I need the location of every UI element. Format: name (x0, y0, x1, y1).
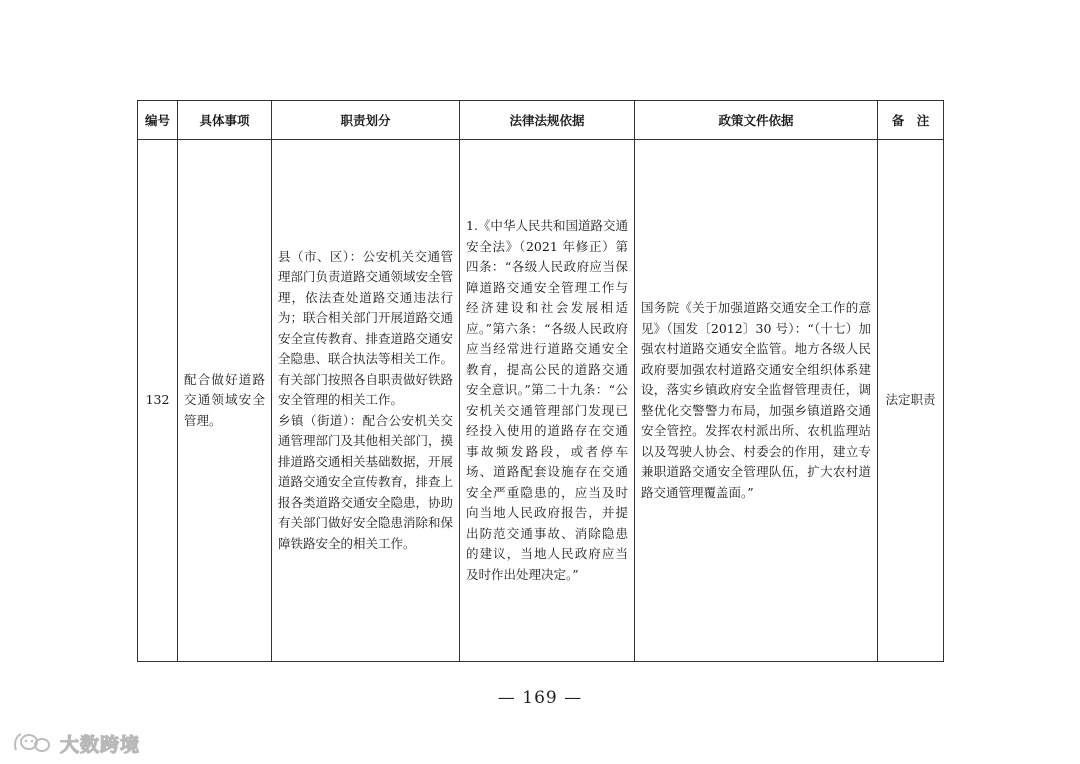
header-policy: 政策文件依据 (635, 101, 878, 140)
header-num: 编号 (138, 101, 178, 140)
cell-item: 配合做好道路交通领域安全管理。 (178, 140, 272, 662)
header-item: 具体事项 (178, 101, 272, 140)
cell-law: 1.《中华人民共和国道路交通安全法》（2021 年修正）第四条：“各级人民政府应当保障道路交通安全管理工作与经济建设和社会发展相适应。”第六条：“各级人民政府应当经常进行道路交通安全教育，提高公民的道路交通安全意识。”第二十九条：“公安机关交通管理部门发现已经投入使用的道路存在交通事故频发路段，或者停车场、道路配套设施存在交通安全严重隐患的，应当及时向当地人民政府报告，并提出防范交通事故、消除隐患的建议，当地人民政府应当及时作出处理决定。” (460, 140, 635, 662)
cell-note: 法定职责 (878, 140, 944, 662)
header-duty: 职责划分 (272, 101, 460, 140)
table-header-row (138, 101, 944, 140)
cell-duty (272, 140, 460, 662)
watermark (12, 728, 140, 758)
header-note: 备 注 (878, 101, 944, 140)
header-law: 法律法规依据 (460, 101, 635, 140)
duty-town-paragraph: 乡镇（街道）：配合公安机关交通管理部门及其他相关部门，摸排道路交通相关基础数据，开展道路交通安全宣传教育，排查上报各类道路交通安全隐患，协助有关部门做好安全隐患消除和保障铁路安全的相关工作。 (278, 412, 454, 551)
wechat-logo-icon (12, 730, 54, 756)
page-number: — 169 — (497, 688, 583, 708)
cell-num: 132 (138, 140, 178, 662)
duty-county-paragraph: 县（市、区）：公安机关交通管理部门负责道路交通领域安全管理，依法查处道路交通违法行为；联合相关部门开展道路交通安全宣传教育、排查道路交通安全隐患、联合执法等相关工作。有关部门按照各自职责做好铁路安全管理的相关工作。 (278, 248, 454, 408)
duty-table (137, 100, 944, 662)
watermark-text: 大数跨境 (60, 733, 141, 756)
table-row (138, 140, 944, 662)
cell-policy: 国务院《关于加强道路交通安全工作的意见》（国发〔2012〕30 号）：“（十七）加强农村道路交通安全监管。地方各级人民政府要加强农村道路交通安全组织体系建设，落实乡镇政府安全监督管理责任，调整优化交警警力布局，加强乡镇道路交通安全管控。发挥农村派出所、农机监理站以及驾驶人协会、村委会的作用，建立专兼职道路交通安全管理队伍，扩大农村道路交通管理覆盖面。” (635, 140, 878, 662)
